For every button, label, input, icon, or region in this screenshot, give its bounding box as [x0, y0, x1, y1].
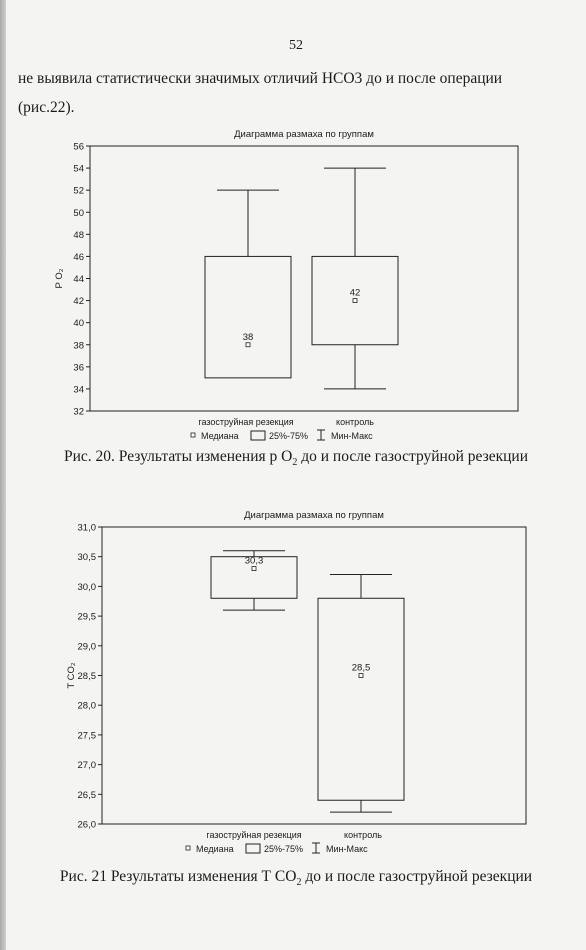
median-marker — [359, 674, 363, 678]
legend-iqr-label: 25%-75% — [264, 844, 304, 854]
x-category-label: газоструйная резекция — [206, 830, 302, 840]
page-number: 52 — [289, 38, 303, 53]
x-category-label: контроль — [344, 830, 382, 840]
y-tick-label: 32 — [73, 406, 84, 418]
legend-median-label: Медиана — [201, 431, 239, 441]
y-axis-label: P O₂ — [54, 268, 65, 289]
y-tick-label: 48 — [73, 229, 84, 241]
y-tick-label: 54 — [73, 163, 84, 175]
y-tick-label: 26,0 — [77, 819, 96, 831]
y-tick-label: 27,0 — [77, 760, 96, 772]
legend-median-marker — [186, 846, 190, 850]
document-page — [6, 0, 586, 950]
chart-title: Диаграмма размаха по группам — [234, 129, 374, 140]
caption-subscript: 2 — [292, 457, 298, 469]
y-tick-label: 56 — [73, 141, 84, 153]
legend-minmax-label: Мин-Макс — [331, 431, 373, 441]
median-label: 30,3 — [244, 555, 264, 567]
y-tick-label: 30,0 — [77, 581, 96, 593]
y-tick-label: 36 — [73, 362, 84, 374]
iqr-box — [318, 598, 404, 800]
y-tick-label: 40 — [73, 318, 84, 330]
legend-minmax-label: Мин-Макс — [326, 844, 368, 854]
figure-20-caption — [6, 448, 586, 468]
median-label: 42 — [349, 287, 361, 299]
y-tick-label: 31,0 — [77, 522, 96, 534]
legend-median-label: Медиана — [196, 844, 234, 854]
y-tick-label: 28,0 — [77, 700, 96, 712]
y-tick-label: 26,5 — [77, 789, 96, 801]
y-tick-label: 52 — [73, 185, 84, 197]
median-label: 28,5 — [351, 662, 371, 674]
caption-text: до и после газоструйной резекции — [301, 868, 533, 885]
legend-iqr-label: 25%-75% — [269, 431, 309, 441]
caption-text: Рис. 20. Результаты изменения р O — [64, 448, 293, 465]
y-tick-label: 30,5 — [77, 552, 96, 564]
x-category-label: контроль — [336, 417, 374, 427]
caption-text: до и после газоструйной резекции — [297, 448, 528, 465]
y-tick-label: 34 — [73, 384, 84, 396]
median-label: 38 — [242, 331, 254, 343]
box-plot-figure-21 — [6, 0, 586, 950]
legend-box-swatch — [246, 844, 260, 853]
figure-21-caption — [6, 868, 586, 888]
y-tick-label: 28,5 — [77, 671, 96, 682]
caption-subscript: 2 — [296, 877, 302, 889]
y-tick-label: 50 — [73, 207, 84, 219]
paragraph-line: не выявила статистически значимых отличий НСО3 до и после операции — [18, 70, 503, 87]
plot-frame — [102, 527, 526, 824]
y-tick-label: 29,0 — [77, 641, 96, 653]
chart-title: Диаграмма размаха по группам — [244, 510, 384, 521]
y-axis-label: T CO₂ — [66, 662, 77, 689]
y-tick-label: 44 — [73, 274, 84, 285]
y-tick-label: 27,5 — [77, 730, 96, 742]
y-tick-label: 46 — [73, 251, 84, 263]
x-category-label: газоструйная резекция — [198, 417, 294, 427]
median-marker — [252, 567, 256, 571]
y-tick-label: 42 — [73, 296, 84, 308]
caption-text: Рис. 21 Результаты изменения Т СО — [59, 868, 297, 885]
paragraph-line: (рис.22). — [18, 99, 75, 116]
y-tick-label: 38 — [73, 340, 84, 352]
y-tick-label: 29,5 — [77, 611, 96, 623]
